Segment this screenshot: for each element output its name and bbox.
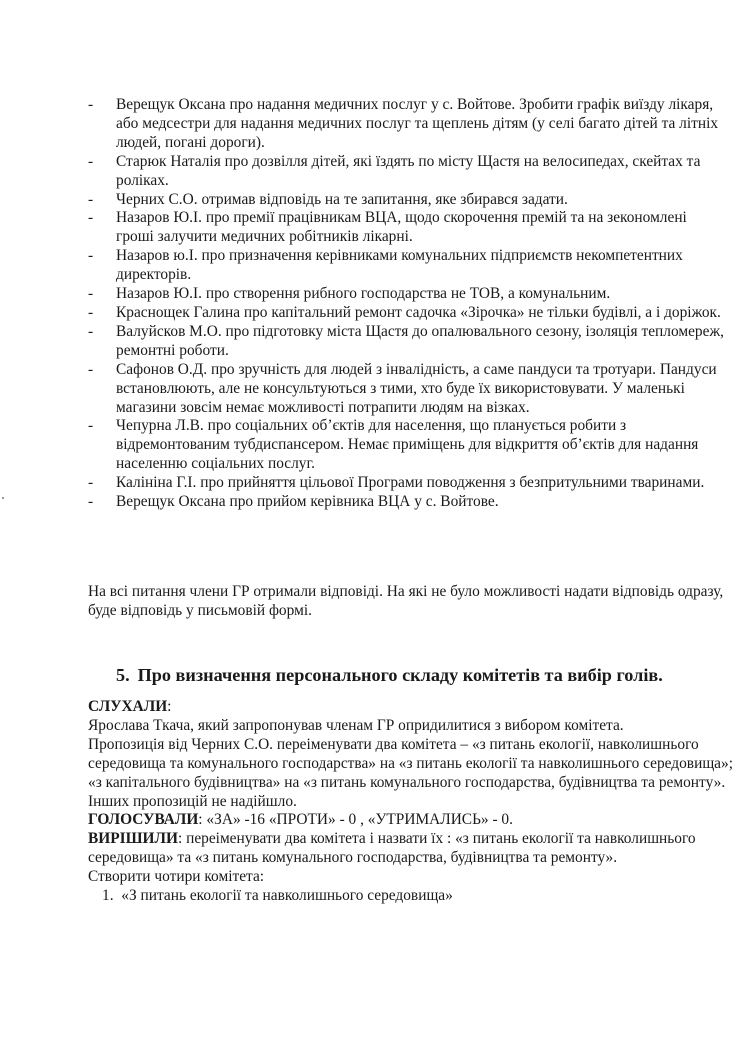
questions-list bbox=[88, 96, 728, 512]
create-text: Створити чотири комітета: bbox=[88, 868, 265, 886]
list-dash: - bbox=[88, 322, 94, 340]
list-dash: - bbox=[88, 209, 94, 227]
question-item bbox=[88, 209, 728, 247]
question-text: Краснощек Галина про капітальний ремонт садочка «Зірочка» не тільки будівлі, а і доріжок. bbox=[116, 303, 721, 321]
question-item bbox=[88, 153, 728, 191]
question-text: Черних С.О. отримав відповідь на те запитання, яке збирався задати. bbox=[116, 190, 568, 208]
section-heading bbox=[116, 665, 663, 686]
decided-label: ВИРІШИЛИ bbox=[88, 830, 178, 848]
list-dash: - bbox=[88, 190, 94, 208]
voted-text: : «ЗА» -16 «ПРОТИ» - 0 , «УТРИМАЛИСЬ» - 0. bbox=[198, 811, 513, 829]
proposal-text: Пропозиція від Черних С.О. переіменувати два комітета – «з питань екології, навколишнього середовища та комунального господарства» на «з питань екології та навколишнього середовища»; «з капітального будівництва» на «з питань комунального господарства, будівництва та ремонту». bbox=[88, 735, 733, 791]
question-text: Назаров Ю.І. про премії працівникам ВЦА, щодо скорочення премій та на зекономлені гроші залучити медичних робітників лікарні. bbox=[116, 209, 687, 246]
question-text: Валуйсков М.О. про підготовку міста Щастя до опалювального сезону, ізоляція тепломереж, ремонтні роботи. bbox=[116, 322, 724, 359]
answers-note: На всі питання члени ГР отримали відповіді. На які не було можливості надати відповідь одразу, буде відповідь у письмовій формі. bbox=[88, 583, 724, 619]
section-body bbox=[88, 698, 738, 906]
committee-number: 1. bbox=[102, 887, 114, 905]
list-dash: - bbox=[88, 96, 94, 113]
list-dash: - bbox=[88, 152, 94, 170]
question-item bbox=[88, 493, 728, 512]
question-text: Сафонов О.Д. про зручність для людей з інвалідність, а саме пандуси та тротуари. Пандуси встановлюють, але не консультуються з тими, хто буде їх використовувати. У маленькі магазини зовсім немає можливості потрапити людям на візках. bbox=[116, 360, 717, 416]
list-dash: - bbox=[88, 493, 94, 511]
question-item bbox=[88, 191, 728, 210]
list-dash: - bbox=[88, 417, 94, 435]
no-other-proposals: Інших пропозицій не надійшло. bbox=[88, 792, 297, 810]
question-text: Назаров Ю.І. про створення рибного господарства не ТОВ, а комунальним. bbox=[116, 285, 611, 303]
list-dash: - bbox=[88, 360, 94, 378]
question-text: Верещук Оксана про прийом керівника ВЦА у с. Войтове. bbox=[116, 493, 499, 511]
committee-item bbox=[88, 887, 738, 906]
list-dash: - bbox=[88, 285, 94, 303]
list-dash: - bbox=[88, 247, 94, 265]
list-dash: - bbox=[88, 474, 94, 492]
list-dash: - bbox=[88, 303, 94, 321]
decided-text: : переіменувати два комітета і назвати їх : «з питань екології та навколишнього середовища» та «з питань комунального господарства, будівництва та ремонту». bbox=[88, 830, 696, 867]
question-text: Верещук Оксана про надання медичних послуг у с. Войтове. Зробити графік виїзду лікаря, або медсестри для надання медичних послуг та щеплень дітям (у селі багато дітей та літніх людей, погані дороги). bbox=[116, 96, 719, 151]
question-item bbox=[88, 417, 728, 474]
committees-list bbox=[88, 887, 738, 906]
scan-speck bbox=[2, 497, 4, 499]
question-text: Старюк Наталія про дозвілля дітей, які їздять по місту Щастя на велосипедах, скейтах та роліках. bbox=[116, 152, 701, 189]
question-item bbox=[88, 304, 728, 323]
question-text: Калініна Г.І. про прийняття цільової Програми поводження з безпритульними тваринами. bbox=[116, 474, 705, 492]
question-item bbox=[88, 323, 728, 361]
heard-colon: : bbox=[167, 698, 172, 715]
question-item bbox=[88, 474, 728, 493]
heard-text: Ярослава Ткача, який запропонував членам ГР опридилитися з вибором комітета. bbox=[88, 716, 624, 734]
committee-name: «З питань екології та навколишнього середовища» bbox=[121, 887, 453, 905]
question-text: Чепурна Л.В. про соціальних об’єктів для населення, що планується робити з відремонтованим тубдиспансером. Немає приміщень для відкриття об’єктів для надання населенню соціальних послуг. bbox=[116, 417, 699, 473]
decided-line bbox=[88, 830, 738, 868]
question-item bbox=[88, 361, 728, 418]
voted-label: ГОЛОСУВАЛИ bbox=[88, 811, 199, 829]
question-text: Назаров ю.І. про призначення керівниками комунальних підприємств некомпетентних директорів. bbox=[116, 247, 683, 284]
heard-label: СЛУХАЛИ bbox=[88, 698, 168, 715]
voted-line bbox=[88, 811, 738, 830]
section-title: Про визначення персонального складу комітетів та вибір голів. bbox=[137, 665, 663, 685]
question-item bbox=[88, 96, 728, 153]
question-item bbox=[88, 285, 728, 304]
question-item bbox=[88, 247, 728, 285]
heard-line bbox=[88, 698, 738, 717]
section-number: 5. bbox=[116, 665, 130, 685]
